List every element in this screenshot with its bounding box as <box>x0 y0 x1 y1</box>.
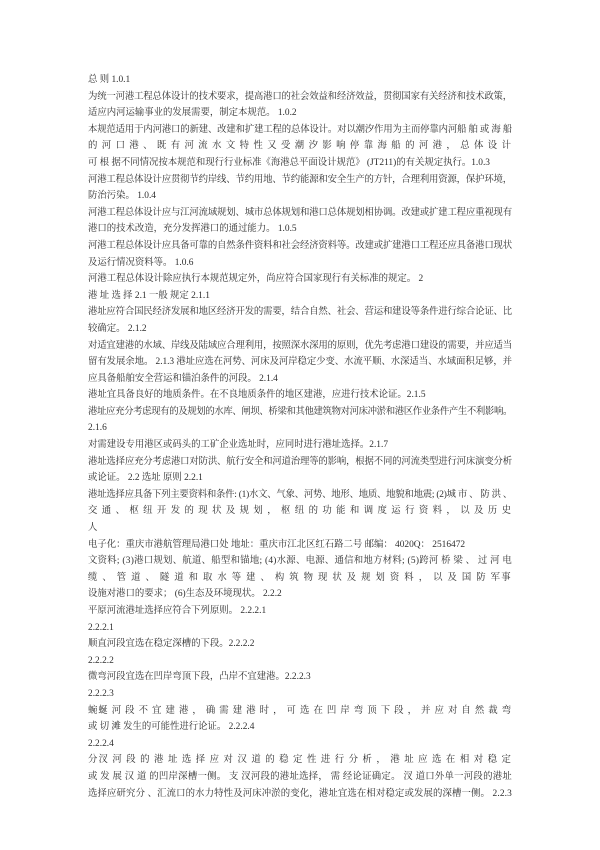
text-line: 2.1.6 <box>88 423 107 434</box>
text-line: 留有发展余地。 2.1.3 港址应选在河势、河床及河岸稳定少变、水流平顺、水深适当、水域面积足够，并 <box>88 357 512 368</box>
text-line: 微弯河段宜选在凹岸弯顶下段，凸岸不宜建港。2.2.2.3 <box>88 672 311 683</box>
text-line: 港址选择应具备下列主要资料和条件: (1)水文、气象、河势、地形、地质、地貌和地震; (2)城 市 、 防 洪 、 <box>88 489 512 500</box>
text-line: 缆 、 管 道 、 隧 道 和 取 水 等 建 、 构 筑 物 现 状 及 规 划 资 料 ， 以 及 国 防 军事 <box>88 572 512 583</box>
clause-number-line: 2.2.2.2 <box>88 655 114 666</box>
contact-info-line: 电子化：重庆市港航管理局港口处 地址：重庆市江北区红石路二号 邮编： 4020Q： 2516472 <box>88 539 466 550</box>
text-line: 或论证。 2.2 选址 原则 2.2.1 <box>88 473 203 484</box>
text-line: 港口的技术改造，充分发挥港口的通过能力。 1.0.5 <box>88 224 297 235</box>
text-line: 交 通 、 枢 纽 开 发 的 现 状 及 规 划 ， 枢 纽 的 功 能 和 调 度 运 行 资 料 ， 以 及 历 史 <box>88 506 512 517</box>
text-line: 文资料; (3)港口规划、航道、船型和锚地; (4)水源、电源、通信和地方材料; (5)跨河 桥 梁 、 过 河 电 <box>88 556 512 567</box>
text-line: 应具备船舶安全营运和锚泊条件的河段。 2.1.4 <box>88 373 278 384</box>
document-body <box>88 72 518 802</box>
clause-number-line: 2.2.2.1 <box>88 622 114 633</box>
section-heading-line: 总 则 1.0.1 <box>88 75 131 85</box>
text-line: 选择应研究分 、汇流口的水力特性及河床冲淤的变化，港址宜选在相对稳定或发展的深槽一侧。 2.2.3 <box>88 788 512 799</box>
text-line: 河港工程总体设计应贯彻节约岸线、节约用地、节约能源和安全生产的方针，合理利用资源，保护环境， <box>88 174 512 185</box>
text-line: 的 河 口 港 、 既 有 河 流 水 文 特 性 又 受 潮 汐 影 响 停 靠 海 船 的 河 港 ， 总 体 设 计 <box>88 141 512 152</box>
text-line: 及运行情况资料等。 1.0.6 <box>88 257 194 268</box>
text-line: 河港工程总体设计应与江河流域规划、城市总体规划和港口总体规划相协调。改建或扩建工程应重视现有 <box>88 207 512 218</box>
text-line: 平原河流港址选择应符合下列原则。 2.2.2.1 <box>88 606 267 616</box>
text-line: 较确定。 2.1.2 <box>88 323 147 334</box>
text-line: 蜿蜒 河 段 不 宜 建 港 ， 确 需 建 港 时 ， 可 选 在 凹 岸 弯 顶 下 段 ， 并 应 对 自 然 裁 弯 <box>88 705 512 716</box>
text-line: 对适宜建港的水域、岸线及陆域应合理利用，按照深水深用的原则，优先考虑港口建设的需要，并应适当 <box>88 340 512 351</box>
text-line: 人 <box>88 523 98 534</box>
text-line: 或 切 滩 发生的可能性进行论证。 2.2.2.4 <box>88 722 255 733</box>
text-line: 本规范适用于内河港口的新建、改建和扩建工程的总体设计。对以潮汐作用为主而停靠内河船 舶 或 海 船 <box>88 124 512 135</box>
text-line: 港址应符合国民经济发展和地区经济开发的需要，结合自然、社会、营运和建设等条件进行综合论证、比 <box>88 307 512 318</box>
text-line: 或 发 展 汉 道 的凹岸深槽一侧。 支 汊河段的港址选择， 需 经论证确定。 汊 道口外单一河段的港址 <box>88 771 512 782</box>
text-line: 防治污染。 1.0.4 <box>88 191 156 202</box>
text-line: 河港工程总体设计除应执行本规范规定外，尚应符合国家现行有关标准的规定。 2 <box>88 274 424 285</box>
text-line: 设施对港口的要求； (6)生态及环境现状。 2.2.2 <box>88 589 282 600</box>
text-line: 港址宜具备良好的地质条件。在不良地质条件的地区建港，应进行技术论证。2.1.5 <box>88 390 426 401</box>
text-line: 河港工程总体设计应具备可靠的自然条件资料和社会经济资料等。改建或扩建港口工程还应具备港口现状 <box>88 240 512 251</box>
text-line: 对需建设专用港区或码头的工矿企业选址时，应同时进行港址选择。2.1.7 <box>88 440 389 451</box>
text-line: 分汊 河 段 的 港 址 选 择 应 对 汉 道 的 稳 定 性 进 行 分 析 ， 港 址 应 选 在 相 对 稳 定 <box>88 755 512 766</box>
text-line: 可 根 据不同情况按本规范和现行行业标准《海港总平面设计规范》 (JT211)的有关规定执行。1.0.3 <box>88 157 490 168</box>
text-line: 为统一河港工程总体设计的技术要求，提高港口的社会效益和经济效益，贯彻国家有关经济和技术政策， <box>88 91 512 102</box>
text-line: 港址应充分考虑现有的及规划的水库、闸坝、桥梁和其他建筑物对河床冲淤和港区作业条件产生不利影响。 <box>88 406 512 417</box>
clause-number-line: 2.2.2.4 <box>88 738 114 749</box>
text-line: 港址选择应充分考虑港口对防洪、航行安全和河道治理等的影响，根据不同的河流类型进行河床演变分析 <box>88 456 512 467</box>
text-line: 顺直河段宜选在稳定深槽的下段。2.2.2.2 <box>88 639 255 650</box>
clause-number-line: 2.2.2.3 <box>88 688 114 699</box>
section-heading-line: 港 址 选 择 2.1 一般 规定 2.1.1 <box>88 290 210 301</box>
text-line: 适应内河运输事业的发展需要，制定本规范。 1.0.2 <box>88 108 297 119</box>
